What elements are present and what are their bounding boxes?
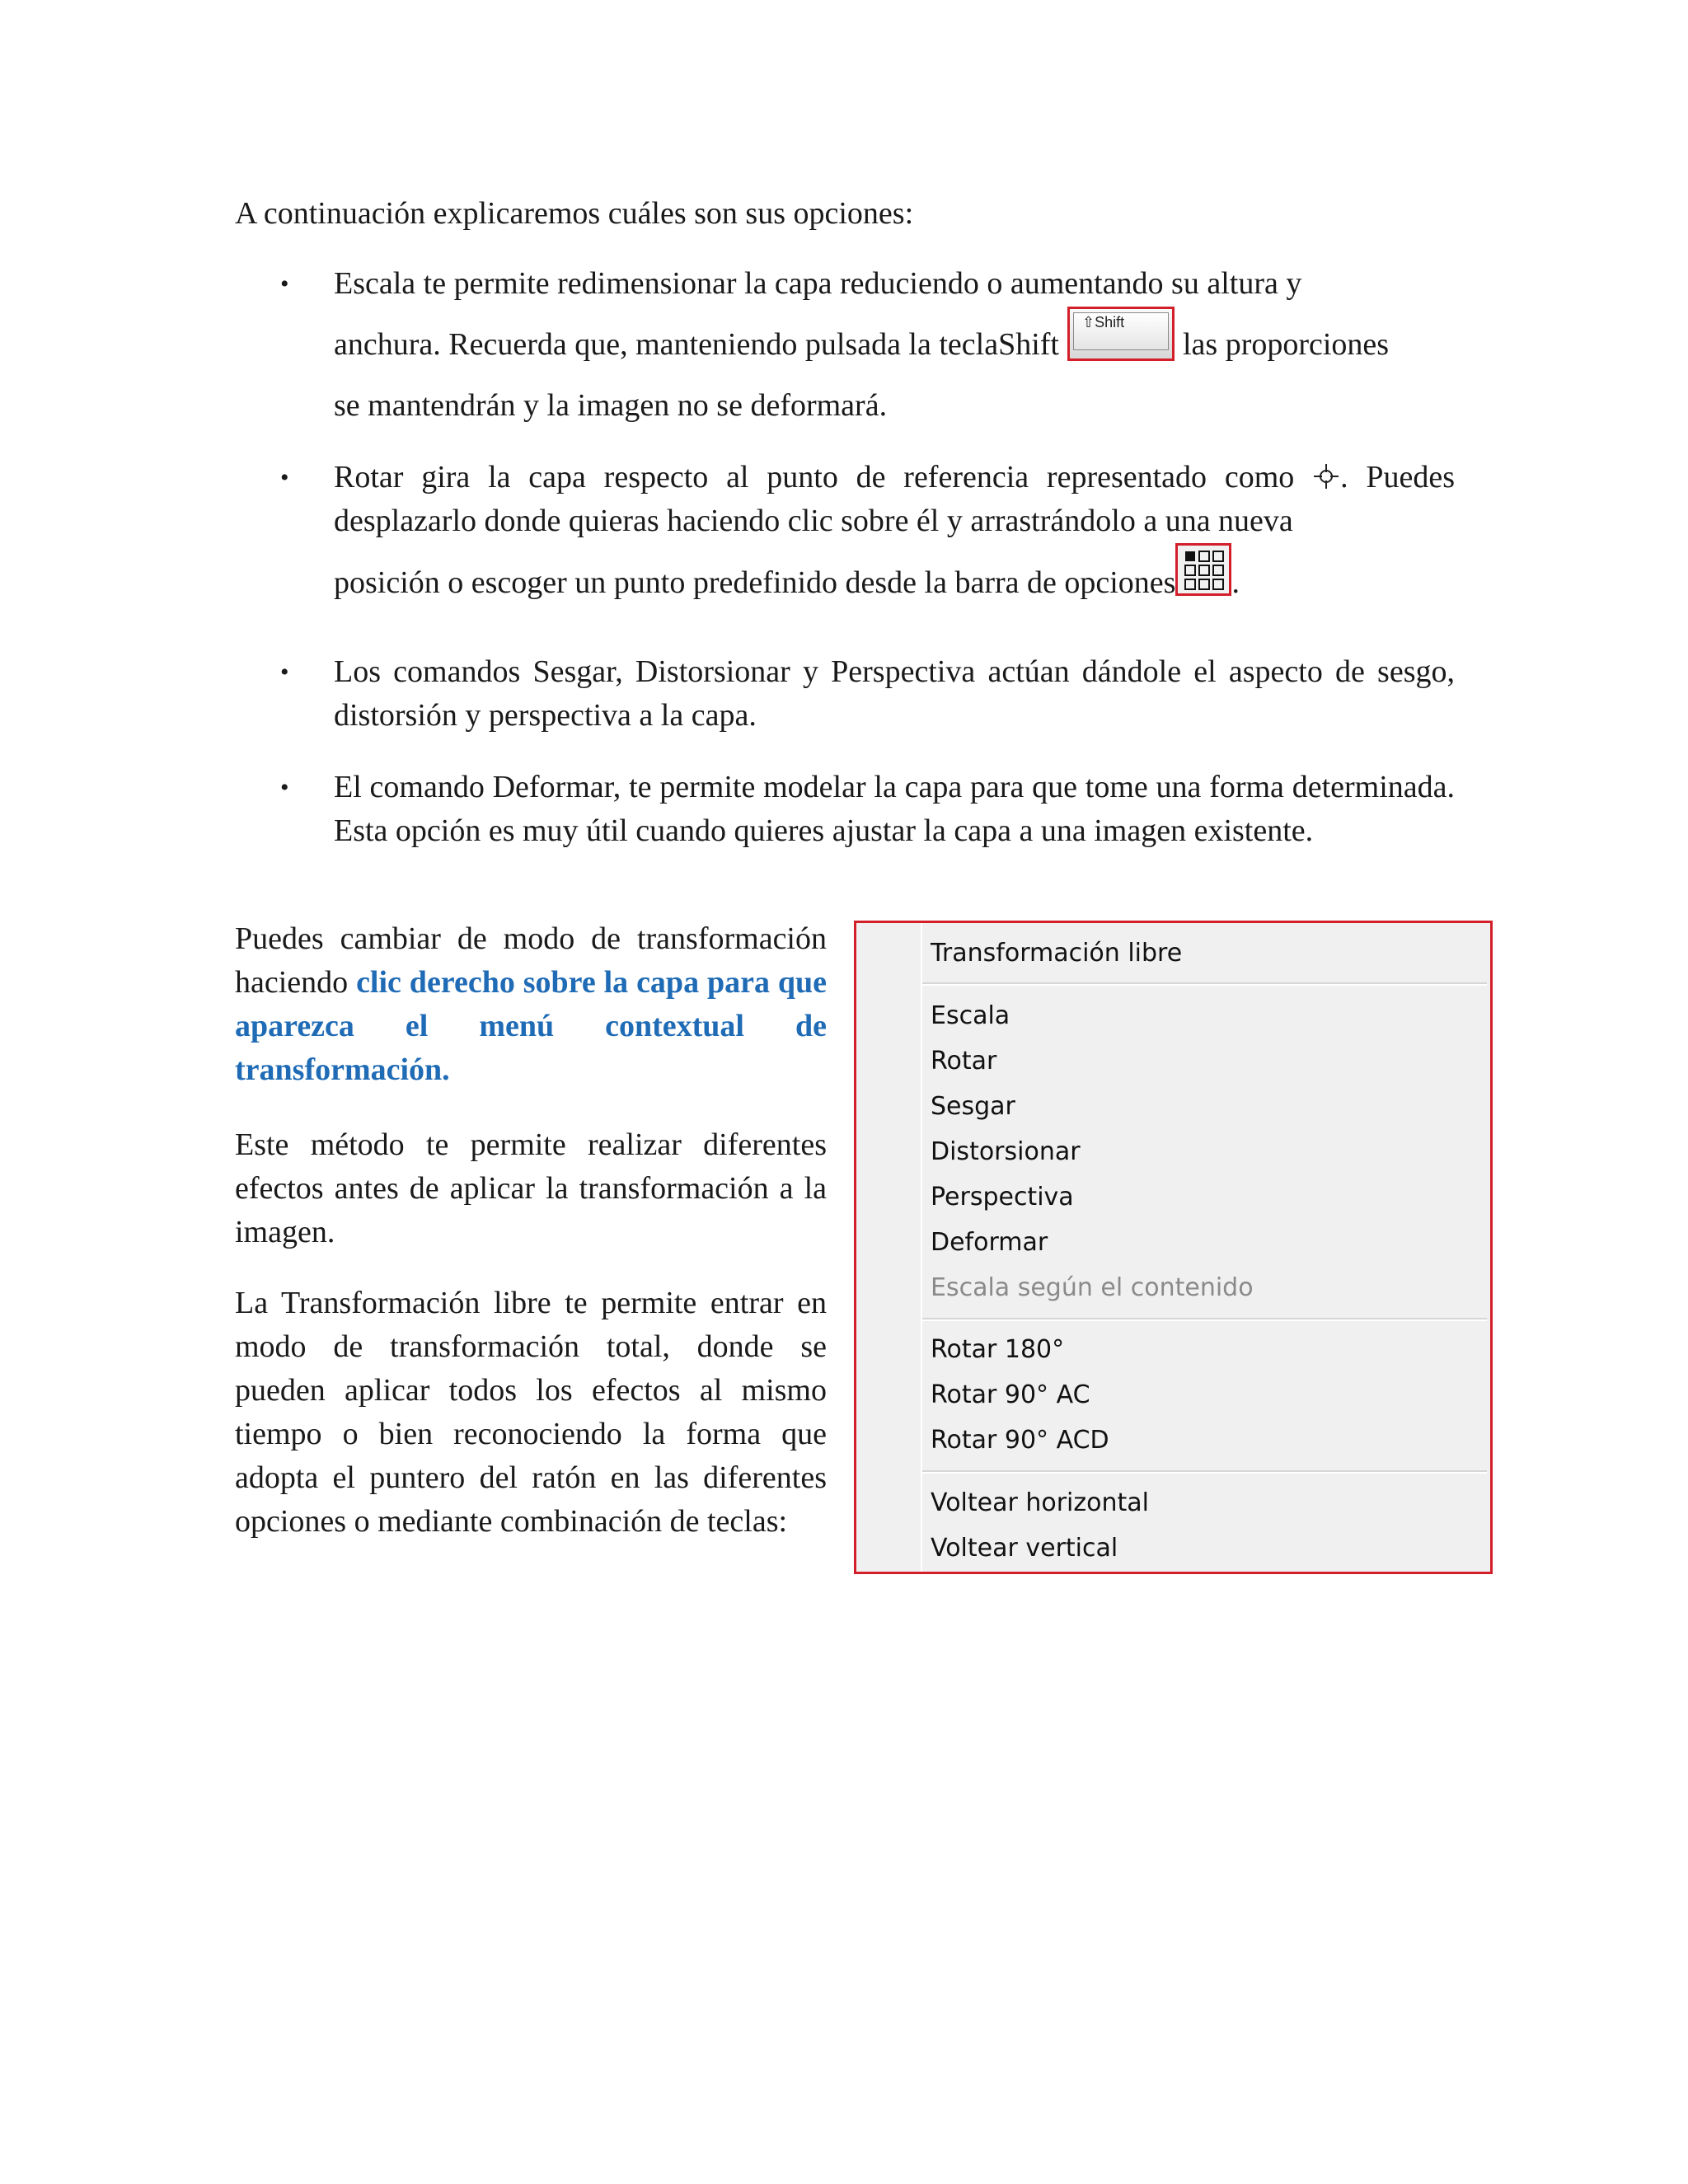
rotar-text-1: Rotar gira la capa respecto al punto de referencia representado como <box>334 460 1295 494</box>
menu-item-rotar-90-acd[interactable]: Rotar 90° ACD <box>931 1426 1109 1455</box>
menu-icon-gutter <box>856 923 921 1572</box>
menu-item-rotar[interactable]: Rotar <box>931 1047 997 1076</box>
list-item-deformar <box>280 766 1455 853</box>
menu-separator <box>922 982 1487 986</box>
list-item-sesgar <box>280 650 1455 738</box>
menu-item-voltear-horizontal[interactable]: Voltear horizontal <box>931 1488 1149 1517</box>
reference-grid-icon <box>1175 543 1231 596</box>
change-mode-paragraph <box>235 917 827 1092</box>
rotar-text-2: . Puedes desplazarlo donde quieras haciendo clic sobre él y arrastrándolo a una nueva <box>334 460 1456 538</box>
escala-line2-text: anchura. Recuerda que, manteniendo pulsada la teclaShift <box>334 327 1059 362</box>
bullet-dot: • <box>280 658 289 686</box>
menu-separator <box>922 1318 1487 1321</box>
bullet-dot: • <box>280 464 289 491</box>
menu-item-rotar-180[interactable]: Rotar 180° <box>931 1335 1065 1364</box>
free-transform-paragraph: La Transformación libre te permite entrar en modo de transformación total, donde se pueden aplicar todos los efectos al mismo tiempo o bien reconociendo la forma que adopta el puntero del ratón en las diferentes opciones o mediante combinación de teclas: <box>235 1286 827 1539</box>
menu-item-sesgar[interactable]: Sesgar <box>931 1092 1015 1121</box>
change-mode-text: Puedes cambiar de modo de transformación haciendo <box>235 921 827 1000</box>
list-item-escala <box>280 262 1455 428</box>
rotar-text-4: . <box>1231 565 1240 600</box>
shift-key-image <box>1067 307 1175 361</box>
escala-line2 <box>334 314 1390 362</box>
escala-line3: se mantendrán y la imagen no se deformará. <box>334 388 888 423</box>
method-paragraph: Este método te permite realizar diferentes efectos antes de aplicar la transformación a la imagen. <box>235 1127 827 1249</box>
menu-item-rotar-90-ac[interactable]: Rotar 90° AC <box>931 1380 1090 1409</box>
bullet-dot: • <box>280 270 289 298</box>
bullet-text <box>334 456 1455 622</box>
menu-item-deformar[interactable]: Deformar <box>931 1228 1048 1257</box>
bullet-text <box>334 262 1455 428</box>
menu-item-escala-segun-contenido: Escala según el contenido <box>931 1273 1254 1302</box>
reference-point-icon <box>1312 462 1340 490</box>
menu-item-distorsionar[interactable]: Distorsionar <box>931 1137 1081 1166</box>
menu-item-transformacion-libre[interactable]: Transformación libre <box>931 939 1183 968</box>
bullet-text: Los comandos Sesgar, Distorsionar y Perspectiva actúan dándole el aspecto de sesgo, distorsión y perspectiva a la capa. <box>334 654 1455 733</box>
menu-gutter-line <box>921 923 922 1572</box>
transform-context-menu <box>854 921 1493 1574</box>
rotar-text-3: posición o escoger un punto predefinido desde la barra de opciones <box>334 565 1176 600</box>
bullet-text: El comando Deformar, te permite modelar la capa para que tome una forma determinada. Esta opción es muy útil cuando quieres ajustar la capa a una imagen existente. <box>334 770 1455 848</box>
menu-separator <box>922 1470 1487 1474</box>
shift-key-label: ⇧Shift <box>1073 312 1169 350</box>
escala-line2-end: las proporciones <box>1182 327 1390 362</box>
rotar-line3 <box>334 565 1240 600</box>
change-mode-highlight: clic derecho sobre la capa para que aparezca el menú contextual de transformación. <box>235 965 827 1087</box>
list-item-rotar <box>280 456 1455 622</box>
menu-item-escala[interactable]: Escala <box>931 1001 1010 1030</box>
escala-line1: Escala te permite redimensionar la capa reduciendo o aumentando su altura y <box>334 266 1302 301</box>
options-list <box>280 262 1455 881</box>
menu-item-perspectiva[interactable]: Perspectiva <box>931 1183 1074 1212</box>
intro-paragraph: A continuación explicaremos cuáles son sus opciones: <box>235 196 914 231</box>
menu-item-voltear-vertical[interactable]: Voltear vertical <box>931 1534 1118 1563</box>
bullet-dot: • <box>280 774 289 801</box>
